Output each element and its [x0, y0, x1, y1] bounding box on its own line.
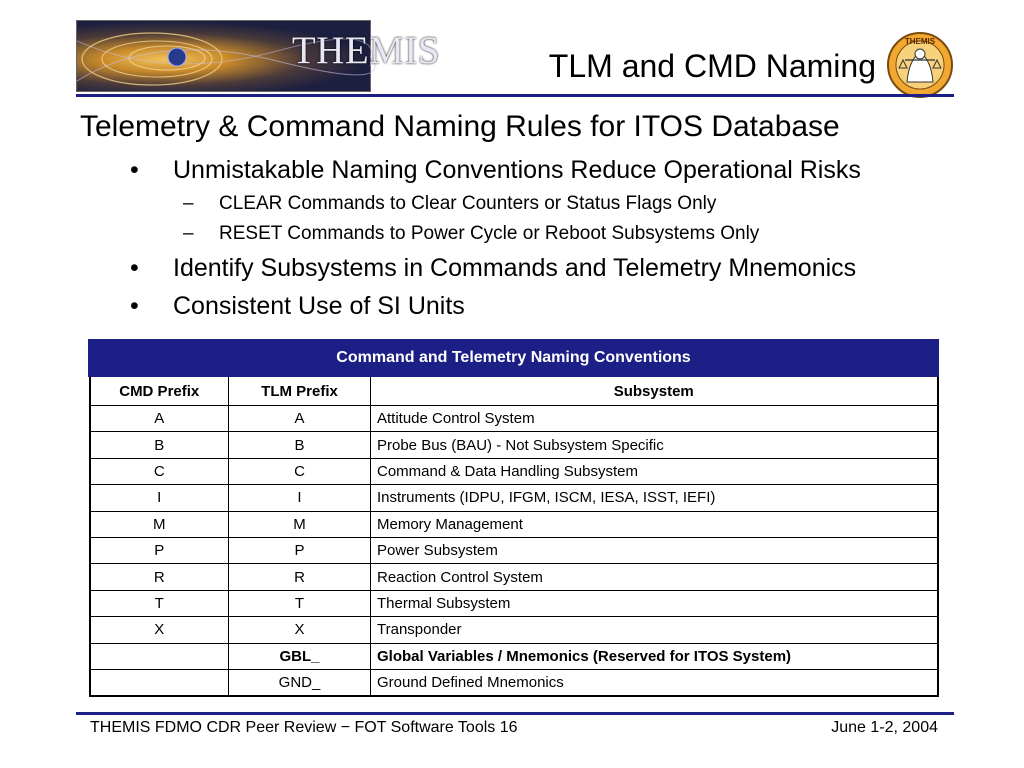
- table-caption-row: [90, 341, 938, 376]
- footer-rule: [76, 712, 954, 715]
- themis-mission-emblem: [885, 30, 955, 100]
- tlm-prefix-cell: B: [229, 432, 371, 458]
- tlm-prefix-cell: GBL_: [229, 643, 371, 669]
- table-row: [90, 669, 938, 696]
- content-heading: Telemetry & Command Naming Rules for ITOS Database: [80, 110, 840, 143]
- sub-bullet-dash: –: [183, 223, 194, 244]
- subsystem-cell: Transponder: [371, 617, 938, 643]
- cmd-prefix-cell: C: [90, 458, 229, 484]
- cmd-prefix-cell: I: [90, 485, 229, 511]
- header-rule: [76, 94, 954, 97]
- subsystem-cell: Instruments (IDPU, IFGM, ISCM, IESA, ISST, IEFI): [371, 485, 938, 511]
- subsystem-cell: Memory Management: [371, 511, 938, 537]
- naming-conventions-table: [88, 339, 939, 697]
- column-header-tlm-prefix: TLM Prefix: [229, 376, 371, 406]
- tlm-prefix-cell: X: [229, 617, 371, 643]
- table-row: [90, 537, 938, 563]
- cmd-prefix-cell: T: [90, 590, 229, 616]
- slide-title: TLM and CMD Naming: [548, 48, 876, 84]
- sub-bullet-text: CLEAR Commands to Clear Counters or Status Flags Only: [219, 193, 717, 214]
- themis-banner-logo: [76, 20, 440, 92]
- subsystem-cell: Command & Data Handling Subsystem: [371, 458, 938, 484]
- table-row: [90, 564, 938, 590]
- table-row: [90, 432, 938, 458]
- cmd-prefix-cell: M: [90, 511, 229, 537]
- table-row: [90, 485, 938, 511]
- subsystem-cell: Thermal Subsystem: [371, 590, 938, 616]
- tlm-prefix-cell: C: [229, 458, 371, 484]
- table-row: [90, 406, 938, 432]
- bullet-dot: •: [130, 156, 139, 184]
- bullet-text: Unmistakable Naming Conventions Reduce Operational Risks: [173, 156, 861, 184]
- bullet-dot: •: [130, 292, 139, 320]
- tlm-prefix-cell: P: [229, 537, 371, 563]
- column-header-subsystem: Subsystem: [371, 376, 938, 406]
- table-row: [90, 643, 938, 669]
- table-row: [90, 511, 938, 537]
- subsystem-cell: Power Subsystem: [371, 537, 938, 563]
- sub-bullet-text: RESET Commands to Power Cycle or Reboot Subsystems Only: [219, 223, 760, 244]
- subsystem-cell: Ground Defined Mnemonics: [371, 669, 938, 696]
- cmd-prefix-cell: R: [90, 564, 229, 590]
- tlm-prefix-cell: A: [229, 406, 371, 432]
- table-caption: Command and Telemetry Naming Conventions: [90, 341, 938, 376]
- tlm-prefix-cell: I: [229, 485, 371, 511]
- tlm-prefix-cell: T: [229, 590, 371, 616]
- tlm-prefix-cell: M: [229, 511, 371, 537]
- tlm-prefix-cell: R: [229, 564, 371, 590]
- svg-text:THEMIS: THEMIS: [904, 37, 936, 46]
- bullet-text: Consistent Use of SI Units: [173, 292, 465, 320]
- cmd-prefix-cell: X: [90, 617, 229, 643]
- subsystem-cell: Reaction Control System: [371, 564, 938, 590]
- subsystem-cell: Attitude Control System: [371, 406, 938, 432]
- subsystem-cell: Global Variables / Mnemonics (Reserved for ITOS System): [371, 643, 938, 669]
- themis-wordmark: THEMIS: [291, 29, 440, 72]
- tlm-prefix-cell: GND_: [229, 669, 371, 696]
- bullet-text: Identify Subsystems in Commands and Telemetry Mnemonics: [173, 254, 857, 282]
- cmd-prefix-cell: A: [90, 406, 229, 432]
- cmd-prefix-cell: [90, 643, 229, 669]
- table-row: [90, 590, 938, 616]
- footer-left-text: THEMIS FDMO CDR Peer Review − FOT Software Tools 16: [90, 719, 518, 736]
- table-row: [90, 617, 938, 643]
- table-row: [90, 458, 938, 484]
- cmd-prefix-cell: P: [90, 537, 229, 563]
- table-header-row: [90, 376, 938, 406]
- sub-bullet-dash: –: [183, 193, 194, 214]
- footer-date: June 1-2, 2004: [831, 719, 938, 736]
- cmd-prefix-cell: B: [90, 432, 229, 458]
- column-header-cmd-prefix: CMD Prefix: [90, 376, 229, 406]
- cmd-prefix-cell: [90, 669, 229, 696]
- bullet-dot: •: [130, 254, 139, 282]
- subsystem-cell: Probe Bus (BAU) - Not Subsystem Specific: [371, 432, 938, 458]
